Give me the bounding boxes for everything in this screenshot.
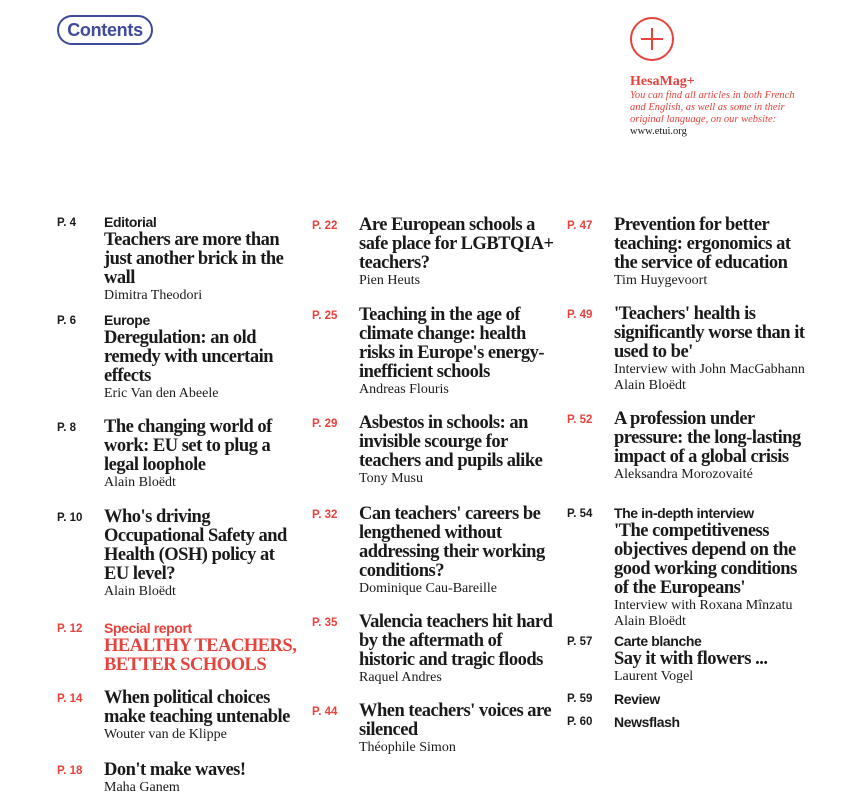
article-author: Raquel Andres: [359, 670, 442, 685]
article-author: Eric Van den Abeele: [104, 386, 219, 401]
website-link[interactable]: www.etui.org: [630, 126, 687, 137]
article-title: Teaching in the age of climate change: health risks in Europe's energy-inefficient schools: [359, 305, 545, 382]
article-author: Tim Huygevoort: [614, 273, 708, 288]
toc-entry[interactable]: [57, 311, 297, 402]
article-author: Laurent Vogel: [614, 669, 694, 684]
section-label: Europe: [104, 312, 150, 328]
toc-entry[interactable]: [312, 216, 558, 289]
hesamag-note: [630, 90, 810, 138]
article-author: Andreas Flouris: [359, 382, 449, 397]
section-label: Carte blanche: [614, 633, 702, 649]
page-number: P. 29: [312, 418, 338, 430]
article-title: Valencia teachers hit hard by the aftermath of historic and tragic floods: [359, 612, 553, 670]
toc-entry[interactable]: [312, 613, 558, 686]
section-label: Review: [614, 691, 660, 707]
article-title: 'Teachers' health is significantly worse than it used to be': [614, 304, 805, 362]
article-title: 'The competitiveness objectives depend on the good working conditions of the Europeans': [614, 521, 797, 598]
article-author-2: Alain Bloëdt: [614, 378, 686, 393]
article-author: Interview with John MacGabhann: [614, 362, 805, 377]
article-author: Dimitra Theodori: [104, 288, 203, 303]
page-number: P. 54: [567, 508, 593, 520]
hesamag-title: HesaMag+: [630, 74, 695, 89]
article-author-2: Alain Bloëdt: [614, 614, 686, 629]
page-number: P. 8: [57, 422, 76, 434]
article-title: When political choices make teaching untenable: [104, 688, 290, 727]
article-title: Deregulation: an old remedy with uncertain effects: [104, 328, 273, 386]
article-author: Alain Bloëdt: [104, 584, 176, 599]
page-number: P. 52: [567, 414, 593, 426]
article-author: Alain Bloëdt: [104, 475, 176, 490]
article-title: Prevention for better teaching: ergonomics at the service of education: [614, 215, 791, 273]
article-title: When teachers' voices are silenced: [359, 701, 552, 740]
toc-entry[interactable]: [312, 414, 558, 487]
toc-entry[interactable]: [567, 305, 807, 394]
toc-entry[interactable]: [57, 508, 297, 600]
page-number: P. 25: [312, 310, 338, 322]
article-author: Wouter van de Klippe: [104, 727, 227, 742]
article-author: Interview with Roxana Mînzatu: [614, 598, 793, 613]
toc-entry[interactable]: [567, 216, 807, 289]
plus-icon[interactable]: [630, 17, 674, 61]
toc-entry[interactable]: [57, 418, 297, 491]
page-number: P. 6: [57, 315, 76, 327]
article-title: Say it with flowers ...: [614, 649, 768, 669]
toc-entry[interactable]: [567, 504, 807, 630]
toc-entry[interactable]: [57, 689, 297, 743]
hesamag-block: [630, 73, 810, 138]
page-number: P. 32: [312, 509, 338, 521]
article-title: Don't make waves!: [104, 760, 246, 780]
toc-entry[interactable]: [57, 213, 297, 304]
article-title: A profession under pressure: the long-lasting impact of a global crisis: [614, 409, 801, 467]
section-label: Special report: [104, 620, 192, 636]
contents-label: Contents: [57, 15, 153, 45]
page-number: P. 10: [57, 512, 83, 524]
article-title: Can teachers' careers be lengthened without addressing their working conditions?: [359, 504, 545, 581]
section-label: The in-depth interview: [614, 505, 754, 521]
article-author: Théophile Simon: [359, 740, 456, 755]
section-label: Newsflash: [614, 714, 680, 730]
page-number: P. 49: [567, 309, 593, 321]
page-number: P. 12: [57, 623, 83, 635]
page-number: P. 44: [312, 706, 338, 718]
page-number: P. 35: [312, 617, 338, 629]
page-number: P. 60: [567, 716, 593, 728]
article-title: Asbestos in schools: an invisible scourge for teachers and pupils alike: [359, 413, 543, 471]
article-author: Aleksandra Morozovaité: [614, 467, 753, 482]
article-title: The changing world of work: EU set to plug a legal loophole: [104, 417, 272, 475]
article-author: Dominique Cau-Bareille: [359, 581, 498, 596]
article-title: Are European schools a safe place for LGBTQIA+ teachers?: [359, 215, 554, 273]
page-number: P. 22: [312, 220, 338, 232]
toc-entry[interactable]: [312, 306, 558, 398]
toc-entry[interactable]: [312, 702, 558, 756]
toc-entry[interactable]: [567, 410, 807, 483]
toc-entry[interactable]: [567, 632, 807, 685]
toc-entry[interactable]: [567, 712, 807, 731]
toc-column-3: [567, 213, 807, 731]
page-number: P. 4: [57, 217, 76, 229]
toc-entry[interactable]: [312, 505, 558, 597]
article-author: Tony Musu: [359, 471, 423, 486]
toc-column-2: [312, 213, 558, 756]
section-label: Editorial: [104, 214, 157, 230]
page-number: P. 59: [567, 693, 593, 705]
hesamag-note-text: You can find all articles in both French and English, as well as some in their original language, on our website:: [630, 90, 795, 125]
page-number: P. 47: [567, 220, 593, 232]
page-number: P. 57: [567, 636, 593, 648]
page-number: P. 18: [57, 765, 83, 777]
article-title: Who's driving Occupational Safety and Health (OSH) policy at EU level?: [104, 507, 287, 584]
toc-entry[interactable]: [567, 689, 807, 708]
article-title: Teachers are more than just another brick in the wall: [104, 230, 284, 288]
article-title: HEALTHY TEACHERS, BETTER SCHOOLS: [104, 636, 297, 675]
article-author: Pien Heuts: [359, 273, 421, 288]
article-author: Maha Ganem: [104, 780, 180, 795]
toc-entry[interactable]: [57, 619, 297, 675]
page-number: P. 14: [57, 693, 83, 705]
toc-column-1: [57, 213, 297, 796]
